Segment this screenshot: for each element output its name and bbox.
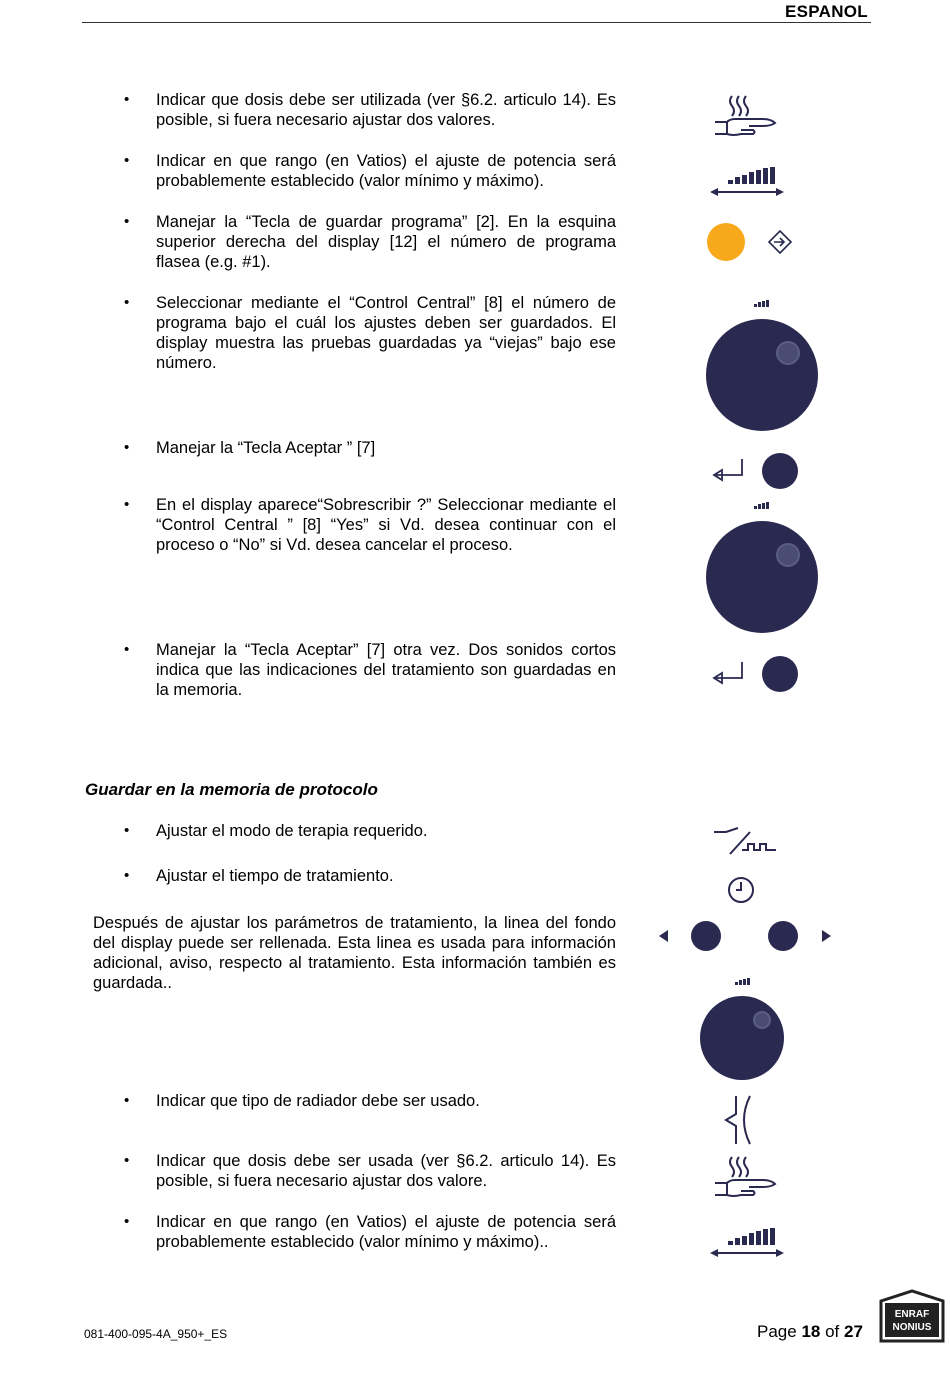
list-item: • Manejar la “Tecla de guardar programa” [2]. En la esquina superior derecha del display [12] el número de programa flasea (e.g. #1). <box>156 212 616 272</box>
therapy-mode-icon[interactable] <box>712 826 780 856</box>
right-button-icon[interactable] <box>767 920 799 952</box>
list-item: • Ajustar el tiempo de tratamiento. <box>156 866 616 886</box>
page-current: 18 <box>801 1322 821 1341</box>
left-button-icon[interactable] <box>690 920 722 952</box>
logo-line1: ENRAF <box>894 1309 930 1320</box>
list-item: • Ajustar el modo de terapia requerido. <box>156 821 616 841</box>
header-rule <box>82 22 871 23</box>
info-paragraph: Después de ajustar los parámetros de tratamiento, la linea del fondo del display puede ser rellenada. Esta linea es usada para información adicional, aviso, respecto al tratamiento. Esta información también es guardada.. <box>93 914 616 992</box>
power-range-icon <box>708 1227 786 1259</box>
section-heading: Guardar en la memoria de protocolo <box>85 780 378 799</box>
list-item: • Manejar la “Tecla Aceptar” [7] otra vez. Dos sonidos cortos indica que las indicaciones del tratamiento son guardadas en la memoria. <box>156 640 616 700</box>
list-item: • Seleccionar mediante el “Control Central” [8] el número de programa bajo el cuál los ajustes deben ser guardados. El display muestra las pruebas guardadas ya “viejas” bajo ese número. <box>156 293 616 373</box>
accent-dot <box>707 223 745 261</box>
list-item: • Indicar en que rango (en Vatios) el ajuste de potencia será probablemente establecido (valor mínimo y máximo). <box>156 151 616 191</box>
page-of: of <box>825 1322 840 1341</box>
header-language: ESPANOL <box>784 2 868 21</box>
list-item: • Indicar que dosis debe ser usada (ver §6.2. articulo 14). Es posible, si fuera necesario ajustar dos valore. <box>156 1151 616 1191</box>
footer-doc-number: 081-400-095-4A_950+_ES <box>84 1327 228 1341</box>
power-range-icon <box>708 166 786 198</box>
arrow-right-icon[interactable] <box>820 929 832 943</box>
list-item: • Manejar la “Tecla Aceptar ” [7] <box>156 438 616 458</box>
clock-icon[interactable] <box>726 875 756 905</box>
logo-line2: NONIUS <box>892 1322 932 1333</box>
list-item: • En el display aparece“Sobrescribir ?” Seleccionar mediante el “Control Central ” [8] “Yes” si Vd. desea continuar con el proceso o “No” si Vd. desea cancelar el proceso. <box>156 495 616 555</box>
radiator-icon[interactable] <box>720 1092 758 1148</box>
page-word: Page <box>757 1322 797 1341</box>
enter-key-icon[interactable] <box>708 654 802 694</box>
list-item: • Indicar en que rango (en Vatios) el ajuste de potencia será probablemente establecido (valor mínimo y máximo).. <box>156 1212 616 1252</box>
enraf-nonius-logo <box>879 1289 945 1343</box>
central-knob-icon[interactable] <box>702 498 822 634</box>
dose-hand-icon <box>712 1155 778 1201</box>
page-total: 27 <box>844 1322 863 1341</box>
dose-hand-icon <box>712 94 778 140</box>
save-program-icon[interactable] <box>704 222 796 262</box>
footer-page-number <box>757 1322 863 1342</box>
enter-key-icon[interactable] <box>708 451 802 491</box>
central-knob-icon[interactable] <box>696 972 828 1084</box>
list-item: • Indicar que dosis debe ser utilizada (ver §6.2. articulo 14). Es posible, si fuera necesario ajustar dos valores. <box>156 90 616 130</box>
central-knob-icon[interactable] <box>702 296 822 432</box>
arrow-left-icon[interactable] <box>658 929 670 943</box>
list-item: • Indicar que tipo de radiador debe ser usado. <box>156 1091 616 1111</box>
